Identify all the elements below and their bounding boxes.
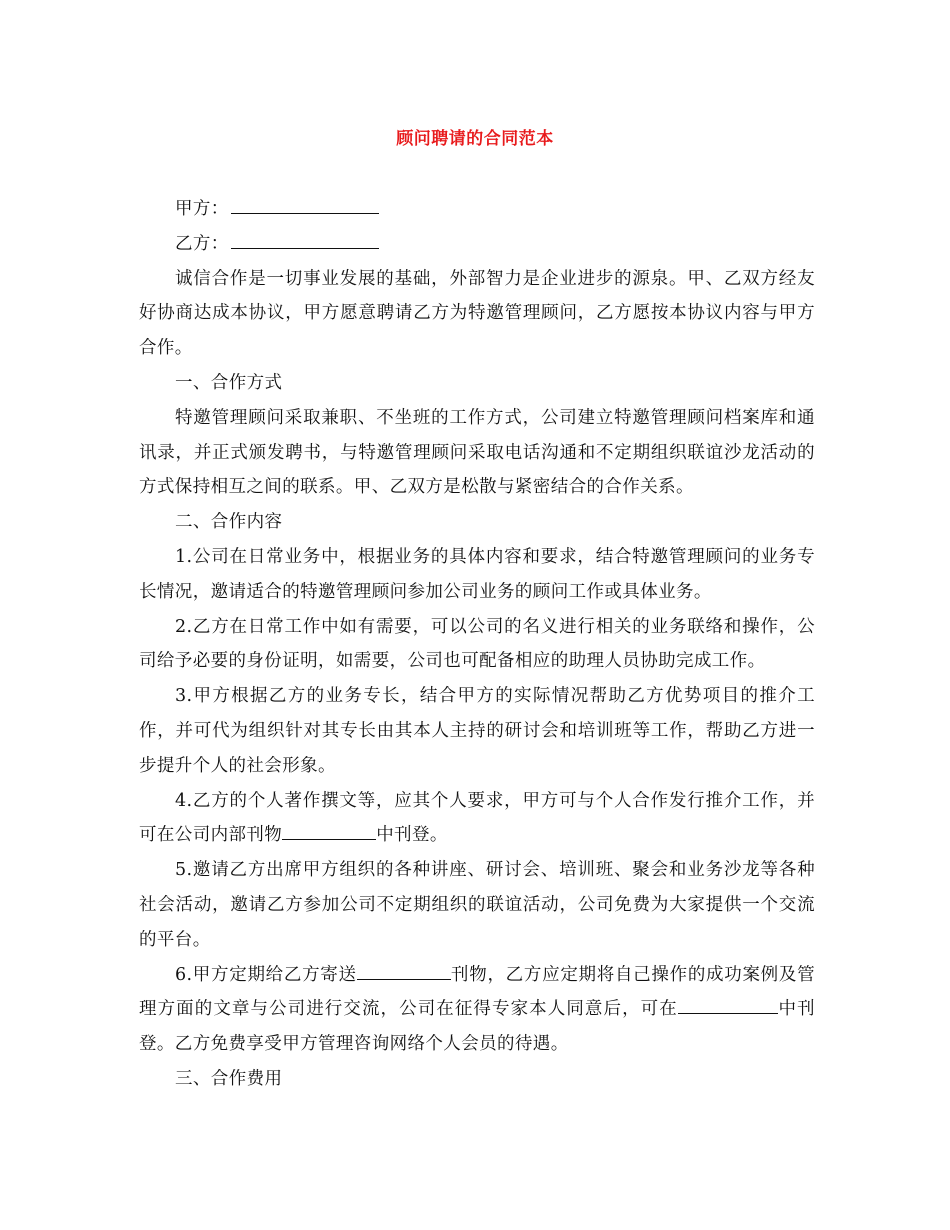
item-6-blank-2 bbox=[678, 995, 770, 1014]
item-4-blank bbox=[282, 821, 376, 840]
section1-paragraph: 特邀管理顾问采取兼职、不坐班的工作方式，公司建立特邀管理顾问档案库和通讯录，并正式颁发聘书，与特邀管理顾问采取电话沟通和不定期组织联谊沙龙活动的方式保持相互之间的联系。甲、乙双方是松散与紧密结合的合作关系。 bbox=[139, 407, 815, 498]
party-b-blank bbox=[231, 230, 379, 249]
item-6-text-part3: 中刊登。乙方免费享受甲方管理咨询网络个人会员的待遇。 bbox=[139, 999, 815, 1055]
item-6-blank-1 bbox=[357, 961, 451, 980]
item-6-text-part1: 6.甲方定期给乙方寄送 bbox=[175, 964, 357, 985]
item-4-text-part2: 中刊登。 bbox=[376, 825, 448, 846]
item-2-paragraph: 2.乙方在日常工作中如有需要，可以公司的名义进行相关的业务联络和操作，公司给予必要的身份证明，如需要，公司也可配备相应的助理人员协助完成工作。 bbox=[139, 616, 815, 672]
item-1-paragraph: 1.公司在日常业务中，根据业务的具体内容和要求，结合特邀管理顾问的业务专长情况，邀请适合的特邀管理顾问参加公司业务的顾问工作或具体业务。 bbox=[139, 546, 815, 602]
item-4-text-part1: 4.乙方的个人著作撰文等，应其个人要求，甲方可与个人合作发行推介工作，并可在公司内部刊物 bbox=[139, 790, 815, 846]
item-4-paragraph bbox=[139, 784, 815, 854]
party-a-line bbox=[139, 192, 815, 227]
item-6-paragraph bbox=[139, 958, 815, 1062]
section3-heading: 三、合作费用 bbox=[175, 1068, 283, 1089]
item-3-paragraph: 3.甲方根据乙方的业务专长，结合甲方的实际情况帮助乙方优势项目的推介工作，并可代为组织针对其专长由其本人主持的研讨会和培训班等工作，帮助乙方进一步提升个人的社会形象。 bbox=[139, 686, 815, 776]
party-a-blank bbox=[231, 195, 379, 214]
section2-heading: 二、合作内容 bbox=[175, 512, 283, 533]
party-b-line bbox=[139, 227, 815, 262]
section1-heading: 一、合作方式 bbox=[175, 372, 283, 393]
party-b-label: 乙方： bbox=[175, 233, 229, 254]
item-6-text-part2: 刊物，乙方应定期将自己操作的成功案例及管理方面的文章与公司进行交流，公司在征得专家本人同意后，可在 bbox=[139, 964, 815, 1020]
party-a-label: 甲方： bbox=[175, 199, 229, 219]
item-5-paragraph: 5.邀请乙方出席甲方组织的各种讲座、研讨会、培训班、聚会和业务沙龙等各种社会活动，邀请乙方参加公司不定期组织的联谊活动，公司免费为大家提供一个交流的平台。 bbox=[139, 860, 815, 950]
item-6-blank-3 bbox=[770, 995, 778, 1014]
document-body bbox=[139, 192, 815, 1097]
intro-paragraph: 诚信合作是一切事业发展的基础，外部智力是企业进步的源泉。甲、乙双方经友好协商达成本协议，甲方愿意聘请乙方为特邀管理顾问，乙方愿按本协议内容与甲方合作。 bbox=[139, 268, 815, 359]
document-title: 顾问聘请的合同范本 bbox=[396, 129, 554, 149]
